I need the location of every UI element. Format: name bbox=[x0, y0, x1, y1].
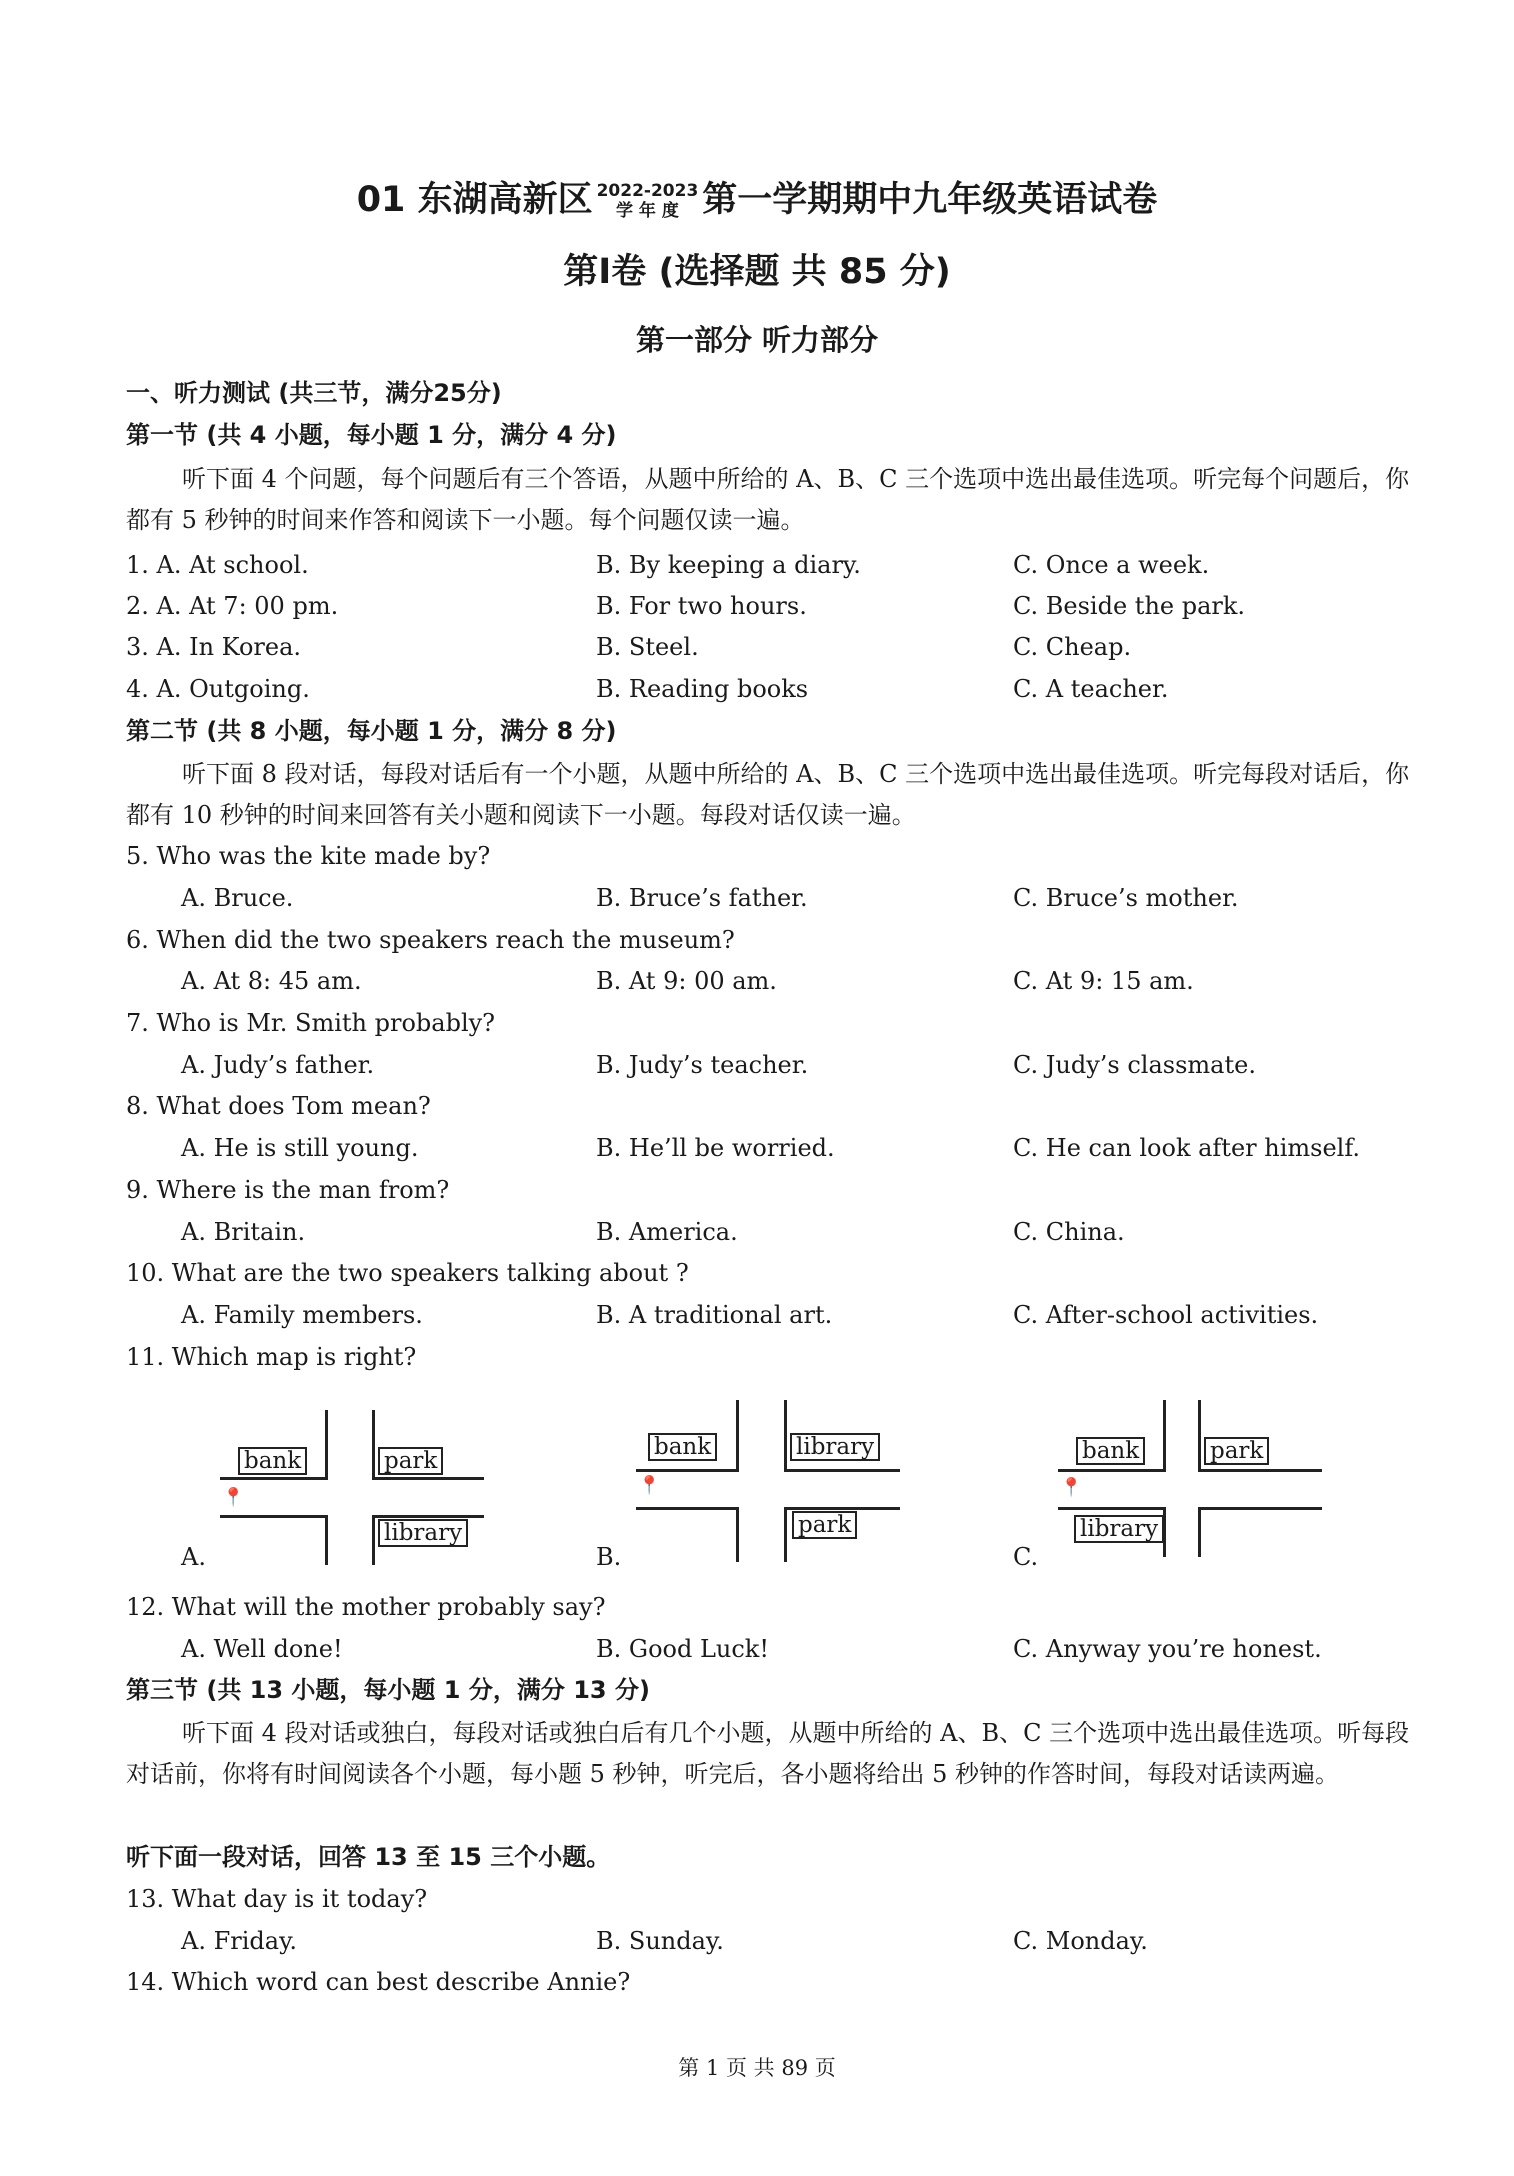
location-pin-icon: 📍 bbox=[1060, 1477, 1083, 1498]
q13-option-b: B. Sunday. bbox=[596, 1927, 724, 1955]
section-1-instructions: 听下面 4 个问题，每个问题后有三个答语，从题中所给的 A、B、C 三个选项中选出最佳选项。听完每个问题后，你都有 5 秒钟的时间来作答和阅读下一小题。每个问题仅读一遍。 bbox=[126, 465, 1410, 534]
map-a-bank-label: bank bbox=[238, 1447, 307, 1475]
q8-question: 8. What does Tom mean? bbox=[126, 1092, 431, 1120]
map-c-road bbox=[1198, 1469, 1322, 1472]
q9-question: 9. Where is the man from? bbox=[126, 1176, 450, 1204]
q4-option-a: 4. A. Outgoing. bbox=[126, 675, 310, 703]
q13-question: 13. What day is it today? bbox=[126, 1885, 428, 1913]
q7-option-b: B. Judy’s teacher. bbox=[596, 1051, 809, 1079]
map-b-road bbox=[636, 1507, 739, 1510]
q10-option-c: C. After-school activities. bbox=[1013, 1301, 1319, 1329]
map-b bbox=[636, 1395, 906, 1565]
q12-question: 12. What will the mother probably say? bbox=[126, 1593, 606, 1621]
location-pin-icon: 📍 bbox=[222, 1487, 245, 1508]
page-footer: 第 1 页 共 89 页 bbox=[678, 2056, 836, 2080]
section-2-instructions: 听下面 8 段对话，每段对话后有一个小题，从题中所给的 A、B、C 三个选项中选出最佳选项。听完每段对话后，你都有 10 秒钟的时间来回答有关小题和阅读下一小题。每段对话仅读一遍。 bbox=[126, 760, 1410, 829]
school-year bbox=[597, 181, 699, 221]
part-title: 第一部分 听力部分 bbox=[635, 323, 879, 357]
q1-option-c: C. Once a week. bbox=[1013, 551, 1210, 579]
section-heading: 一、听力测试 (共三节，满分25分) bbox=[126, 379, 502, 407]
section-3-instructions: 听下面 4 段对话或独白，每段对话或独白后有几个小题，从题中所给的 A、B、C 三个选项中选出最佳选项。听每段对话前，你将有时间阅读各个小题，每小题 5 秒钟，听完后，各小题将给出 5 秒钟的作答时间，每段对话读两遍。 bbox=[126, 1719, 1410, 1788]
q6-question: 6. When did the two speakers reach the museum? bbox=[126, 926, 735, 954]
map-c-road bbox=[1163, 1507, 1166, 1557]
map-c-bank-label: bank bbox=[1076, 1437, 1145, 1465]
q9-option-b: B. America. bbox=[596, 1218, 738, 1246]
dialog-heading: 听下面一段对话，回答 13 至 15 三个小题。 bbox=[126, 1843, 611, 1871]
q4-option-c: C. A teacher. bbox=[1013, 675, 1169, 703]
map-c-park-label: park bbox=[1204, 1437, 1269, 1465]
q5-question: 5. Who was the kite made by? bbox=[126, 842, 491, 870]
q4-option-b: B. Reading books bbox=[596, 675, 809, 703]
q12-option-c: C. Anyway you’re honest. bbox=[1013, 1635, 1322, 1663]
map-a-road bbox=[220, 1477, 328, 1480]
q7-question: 7. Who is Mr. Smith probably? bbox=[126, 1009, 496, 1037]
section-2-heading: 第二节 (共 8 小题，每小题 1 分，满分 8 分) bbox=[126, 717, 617, 745]
q6-option-c: C. At 9: 15 am. bbox=[1013, 967, 1194, 995]
q5-option-b: B. Bruce’s father. bbox=[596, 884, 808, 912]
q11-question: 11. Which map is right? bbox=[126, 1343, 417, 1371]
q13-option-c: C. Monday. bbox=[1013, 1927, 1148, 1955]
q9-option-c: C. China. bbox=[1013, 1218, 1125, 1246]
q11-option-b: B. bbox=[596, 1543, 622, 1571]
map-c bbox=[1058, 1395, 1328, 1565]
map-a-road bbox=[372, 1515, 375, 1565]
map-c-road bbox=[1198, 1507, 1322, 1510]
location-pin-icon: 📍 bbox=[638, 1475, 661, 1496]
q8-option-c: C. He can look after himself. bbox=[1013, 1134, 1360, 1162]
map-b-library-label: library bbox=[790, 1433, 880, 1461]
school-year-bottom: 学 年 度 bbox=[616, 201, 679, 221]
map-b-road bbox=[736, 1507, 739, 1562]
q12-option-b: B. Good Luck! bbox=[596, 1635, 769, 1663]
map-a-park-label: park bbox=[378, 1447, 443, 1475]
map-c-road bbox=[1198, 1400, 1201, 1472]
title-suffix: 第一学期期中九年级英语试卷 bbox=[702, 180, 1158, 220]
q2-option-a: 2. A. At 7: 00 pm. bbox=[126, 592, 339, 620]
q13-option-a: A. Friday. bbox=[181, 1927, 298, 1955]
section-1-heading: 第一节 (共 4 小题，每小题 1 分，满分 4 分) bbox=[126, 421, 617, 449]
map-c-road bbox=[1058, 1507, 1166, 1510]
map-b-road bbox=[784, 1507, 900, 1510]
q5-option-a: A. Bruce. bbox=[181, 884, 294, 912]
map-b-road bbox=[784, 1507, 787, 1562]
map-c-library-label: library bbox=[1074, 1515, 1164, 1543]
exam-title bbox=[0, 172, 1514, 222]
q2-option-c: C. Beside the park. bbox=[1013, 592, 1246, 620]
q7-option-c: C. Judy’s classmate. bbox=[1013, 1051, 1256, 1079]
q6-option-a: A. At 8: 45 am. bbox=[181, 967, 362, 995]
q9-option-a: A. Britain. bbox=[181, 1218, 306, 1246]
q8-option-a: A. He is still young. bbox=[181, 1134, 419, 1162]
school-year-top: 2022-2023 bbox=[596, 181, 699, 201]
q7-option-a: A. Judy’s father. bbox=[181, 1051, 375, 1079]
q2-option-b: B. For two hours. bbox=[596, 592, 807, 620]
map-b-road bbox=[636, 1469, 739, 1472]
map-b-park-label: park bbox=[792, 1511, 857, 1539]
q11-option-c: C. bbox=[1013, 1543, 1039, 1571]
title-prefix: 01 东湖高新区 bbox=[356, 180, 593, 220]
map-a-road bbox=[325, 1410, 328, 1480]
map-c-road bbox=[1163, 1400, 1166, 1472]
map-b-bank-label: bank bbox=[648, 1433, 717, 1461]
q5-option-c: C. Bruce’s mother. bbox=[1013, 884, 1239, 912]
section-3-heading: 第三节 (共 13 小题，每小题 1 分，满分 13 分) bbox=[126, 1676, 650, 1704]
q3-option-c: C. Cheap. bbox=[1013, 633, 1132, 661]
map-b-road bbox=[784, 1469, 900, 1472]
q3-option-b: B. Steel. bbox=[596, 633, 699, 661]
map-b-road bbox=[736, 1400, 739, 1472]
q3-option-a: 3. A. In Korea. bbox=[126, 633, 302, 661]
map-c-road bbox=[1058, 1469, 1166, 1472]
paper-subtitle: 第Ⅰ卷 (选择题 共 85 分) bbox=[563, 252, 951, 292]
map-a-road bbox=[372, 1410, 375, 1480]
q1-option-a: 1. A. At school. bbox=[126, 551, 309, 579]
map-a-library-label: library bbox=[378, 1519, 468, 1547]
q11-option-a: A. bbox=[181, 1543, 206, 1571]
map-a-road bbox=[325, 1515, 328, 1565]
q10-option-b: B. A traditional art. bbox=[596, 1301, 833, 1329]
map-a bbox=[220, 1405, 490, 1565]
map-a-road bbox=[220, 1515, 328, 1518]
q1-option-b: B. By keeping a diary. bbox=[596, 551, 861, 579]
q6-option-b: B. At 9: 00 am. bbox=[596, 967, 777, 995]
map-a-road bbox=[372, 1477, 484, 1480]
map-a-road bbox=[372, 1515, 484, 1518]
map-b-road bbox=[784, 1400, 787, 1472]
q10-question: 10. What are the two speakers talking about ? bbox=[126, 1259, 689, 1287]
q12-option-a: A. Well done! bbox=[181, 1635, 343, 1663]
map-c-road bbox=[1198, 1507, 1201, 1557]
q14-question: 14. Which word can best describe Annie? bbox=[126, 1968, 631, 1996]
q8-option-b: B. He’ll be worried. bbox=[596, 1134, 835, 1162]
q10-option-a: A. Family members. bbox=[181, 1301, 423, 1329]
